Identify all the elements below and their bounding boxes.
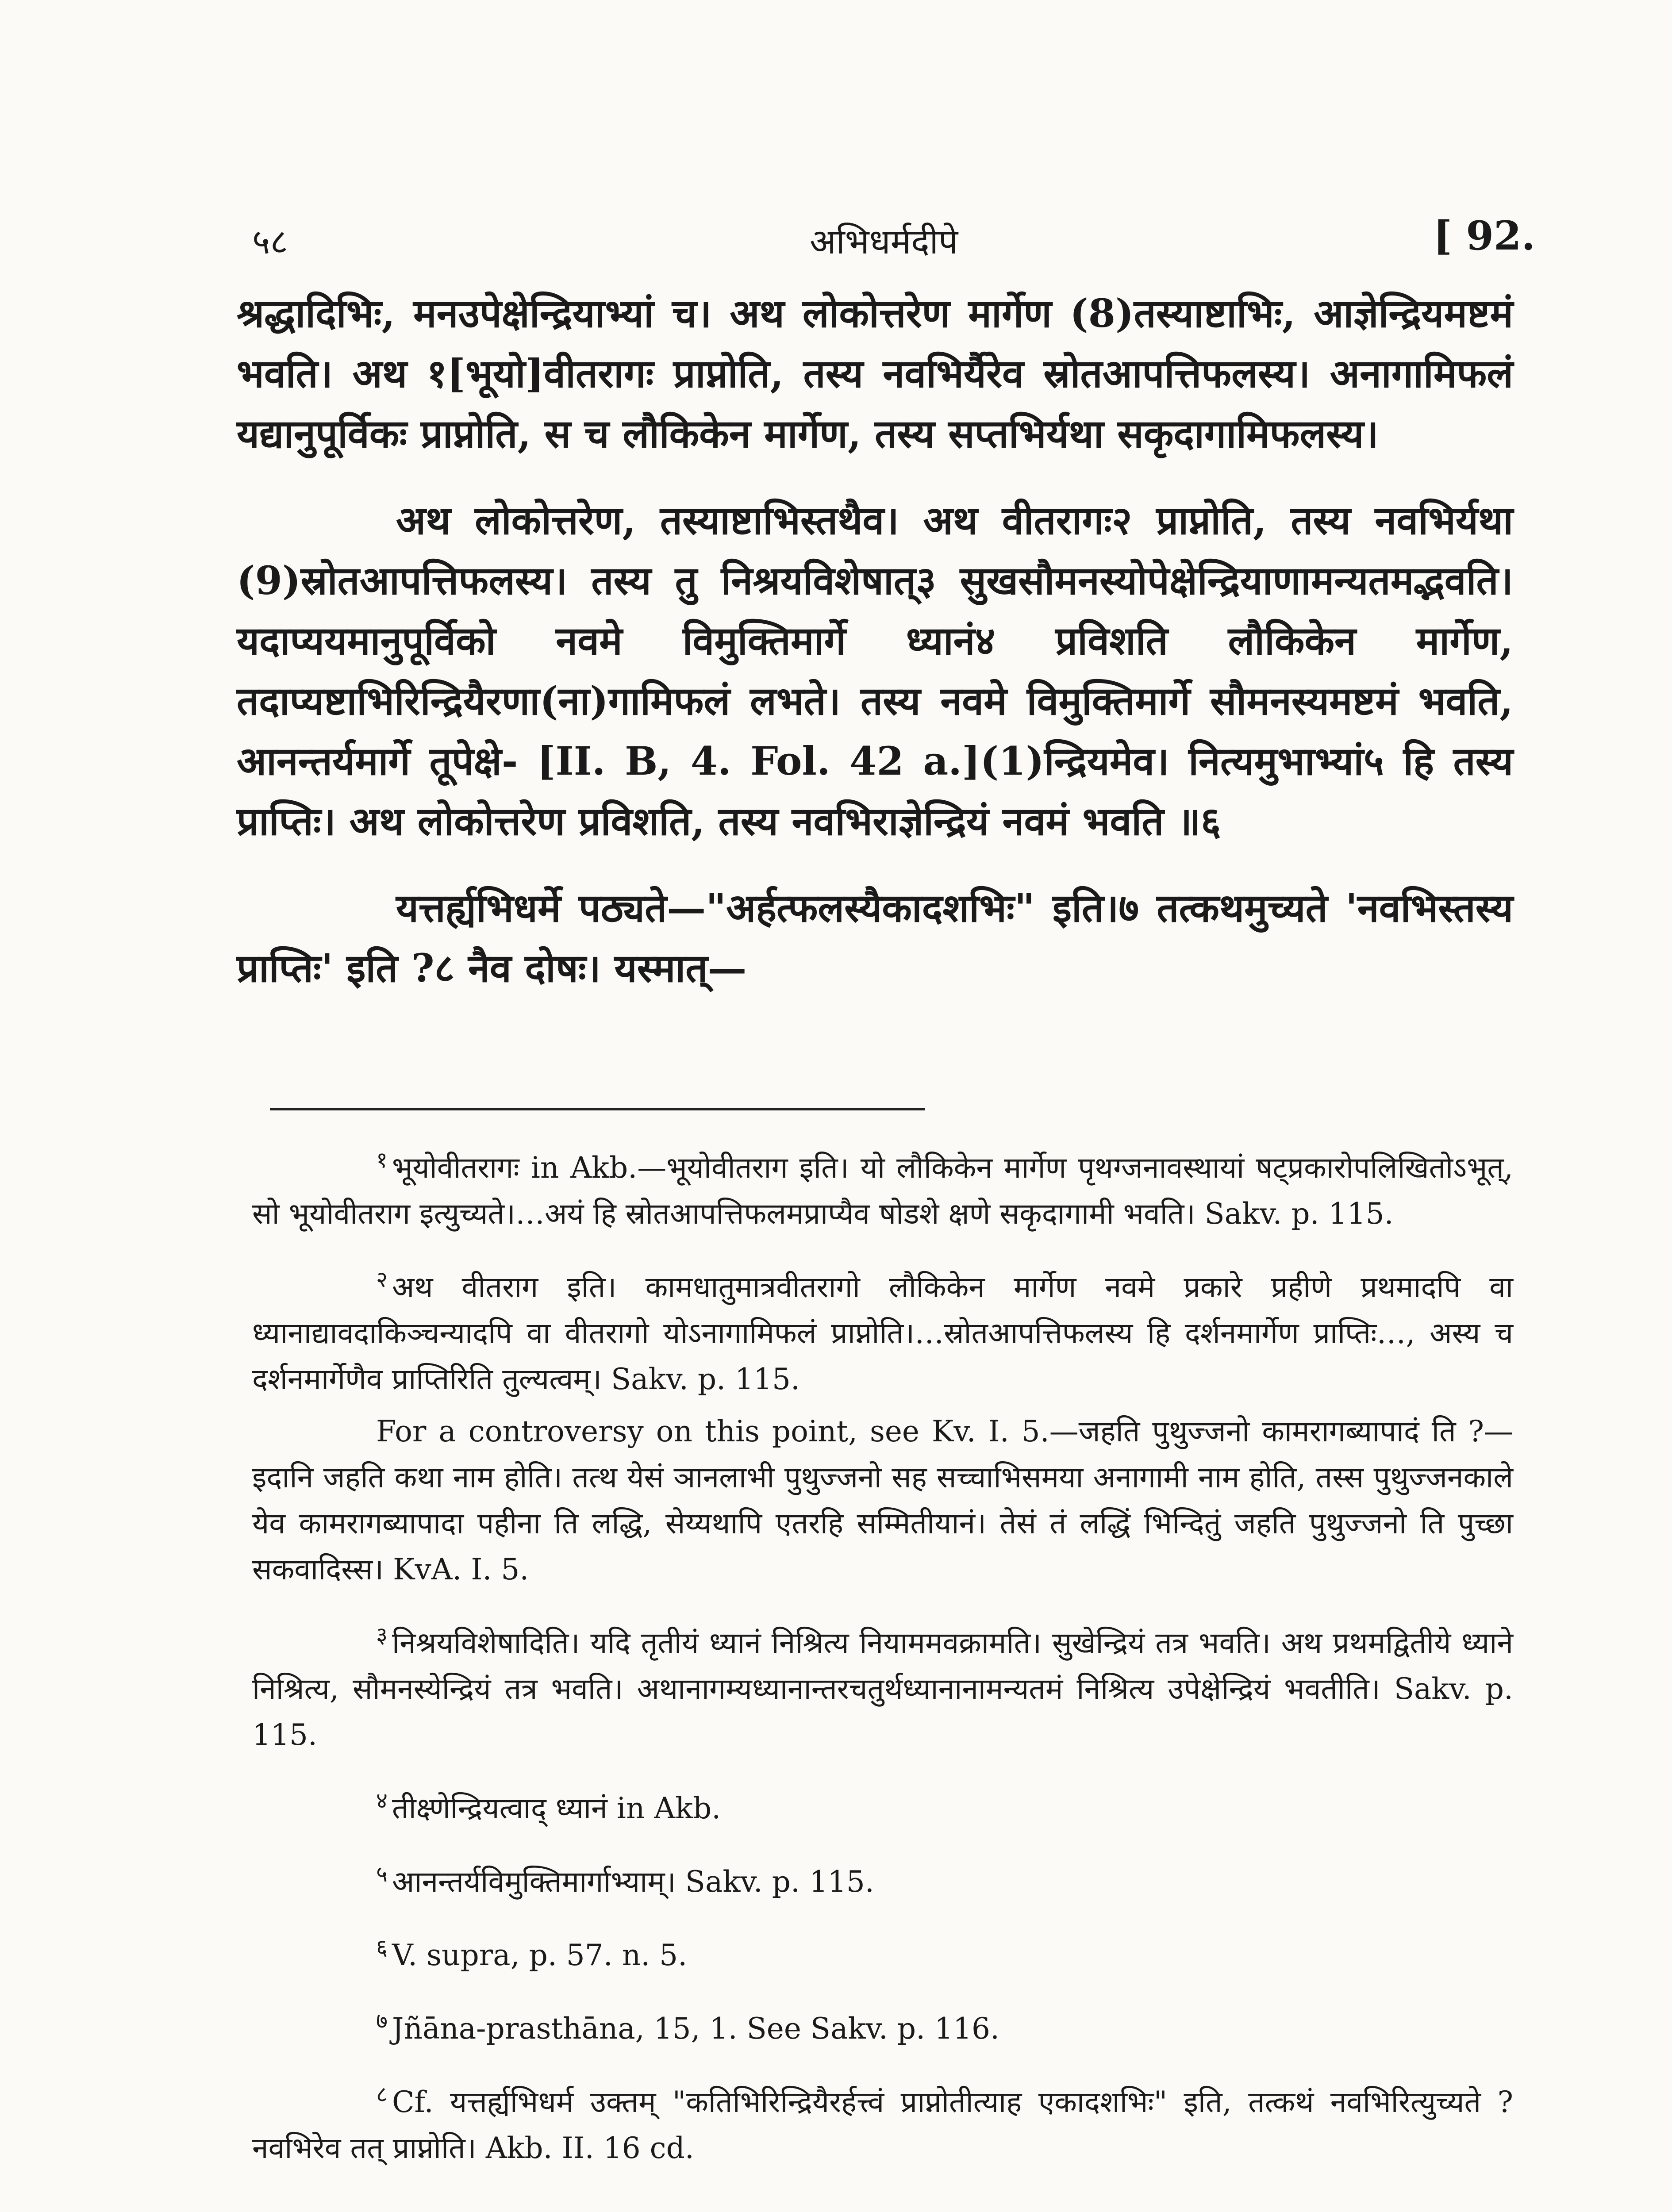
footnote-text: अथ वीतराग इति। कामधातुमात्रवीतरागो लौकिकेन मार्गेण नवमे प्रकारे प्रहीणे प्रथमादपि वा ध्यानाद्यावदाकिञ्चन्यादपि वा वीतरागो योऽनागामिफलं प्राप्नोति।…स्रोतआपत्तिफलस्य हि दर्शनमार्गेण प्राप्तिः…, अस्य च दर्शनमार्गेणैव प्राप्तिरिति तुल्यत्वम्। Sakv. p. 115. (252, 1270, 1513, 1396)
running-header (252, 212, 1535, 265)
main-text (237, 283, 1513, 998)
footnote-marker: ७ (376, 2008, 388, 2034)
footnote-text: V. supra, p. 57. n. 5. (392, 1938, 688, 1972)
footnote-divider (270, 1108, 925, 1110)
footnote-2 (252, 1256, 1513, 1402)
footnote-marker: १ (376, 1147, 388, 1173)
footnote-5 (252, 1851, 1513, 1905)
footnote-marker: ३ (376, 1622, 388, 1648)
footnote-marker: ४ (376, 1788, 388, 1813)
main-paragraph-2: अथ लोकोत्तरेण, तस्याष्टाभिस्तथैव। अथ वीतरागः२ प्राप्नोति, तस्य नवभिर्यथा (9)स्रोतआपत्तिफलस्य। तस्य तु निश्रयविशेषात्३ सुखसौमनस्योपेक्षेन्द्रियाणामन्यतमद्भवति। यदाप्ययमानुपूर्विको नवमे विमुक्तिमार्गे ध्यानं४ प्रविशति लौकिकेन मार्गेण, तदाप्यष्टाभिरिन्द्रियैरणा(ना)गामिफलं लभते। तस्य नवमे विमुक्तिमार्गे सौमनस्यमष्टमं भवति, आनन्तर्यमार्गे तूपेक्षे- [II. B, 4. Fol. 42 a.](1)न्द्रियमेव। नित्यमुभाभ्यां५ हि तस्य प्राप्तिः। अथ लोकोत्तरेण प्रविशति, तस्य नवभिराज्ञेन्द्रियं नवमं भवति ॥६ (237, 497, 1513, 844)
footnote-7 (252, 1998, 1513, 2052)
page-number: ५८ (252, 222, 288, 262)
footnote-marker: ५ (376, 1861, 388, 1887)
footnote-marker: २ (376, 1267, 388, 1292)
footnote-text: आनन्तर्यविमुक्तिमार्गाभ्याम्। Sakv. p. 115. (392, 1865, 874, 1899)
running-title: अभिधर्मदीपे (810, 222, 958, 262)
main-paragraph-3: यत्तर्ह्यभिधर्मे पठ्यते—"अर्हत्फलस्यैकादशभिः" इति।७ तत्कथमुच्यते 'नवभिस्तस्य प्राप्तिः' इति ?८ नैव दोषः। यस्मात्— (237, 885, 1513, 991)
verse-reference: [ 92. (1433, 212, 1535, 259)
footnote-text: निश्रयविशेषादिति। यदि तृतीयं ध्यानं निश्रित्य नियाममवक्रामति। सुखेन्द्रियं तत्र भवति। अथ प्रथमद्वितीये ध्याने निश्रित्य, सौमनस्येन्द्रियं तत्र भवति। अथानागम्यध्यानान्तरचतुर्थध्यानानामन्यतमं निश्रित्य उपेक्षेन्द्रियं भवतीति। Sakv. p. 115. (252, 1626, 1513, 1752)
footnote-marker: ८ (376, 2081, 388, 2107)
footnote-2-continuation: For a controversy on this point, see Kv. I. 5.—जहति पुथुज्जनो कामरागब्यापादं ति ?—इदानि जहति कथा नाम होति। तत्थ येसं ञानलाभी पुथुज्जनो सह सच्चाभिसमया अनागामी नाम होति, तस्स पुथुज्जनकाले येव कामरागब्यापादा पहीना ति लद्धि, सेय्यथापि एतरहि सम्मितीयानं। तेसं तं लद्धिं भिन्दितुं जहति पुथुज्जनो ति पुच्छा सकवादिस्स। KvA. I. 5. (252, 1414, 1513, 1586)
footnote-marker: ६ (376, 1935, 388, 1960)
main-paragraph-1: श्रद्धादिभिः, मनउपेक्षेन्द्रियाभ्यां च। अथ लोकोत्तरेण मार्गेण (8)तस्याष्टाभिः, आज्ञेन्द्रियमष्टमं भवति। अथ १[भूयो]वीतरागः प्राप्नोति, तस्य नवभिर्यैरेव स्रोतआपत्तिफलस्य। अनागामिफलं यद्यानुपूर्विकः प्राप्नोति, स च लौकिकेन मार्गेण, तस्य सप्तभिर्यथा सकृदागामिफलस्य। (237, 290, 1513, 457)
footnote-text: Cf. यत्तर्ह्यभिधर्म उक्तम् "कतिभिरिन्द्रियैरर्हत्त्वं प्राप्नोतीत्याह एकादशभिः" इति, तत्कथं नवभिरित्युच्यते ? नवभिरेव तत् प्राप्नोति। Akb. II. 16 cd. (252, 2085, 1513, 2165)
footnote-4 (252, 1778, 1513, 1832)
footnote-text: Jñāna-prasthāna, 15, 1. See Sakv. p. 116. (392, 2012, 1000, 2046)
footnote-8 (252, 2071, 1513, 2171)
footnote-text: भूयोवीतरागः in Akb.—भूयोवीतराग इति। यो लौकिकेन मार्गेण पृथग्जनावस्थायां षट्प्रकारोपलिखितोऽभूत्, सो भूयोवीतराग इत्युच्यते।…अयं हि स्रोतआपत्तिफलमप्राप्यैव षोडशे क्षणे सकृदागामी भवति। Sakv. p. 115. (252, 1151, 1513, 1231)
footnote-3 (252, 1612, 1513, 1758)
footnote-text: तीक्ष्णेन्द्रियत्वाद् ध्यानं in Akb. (392, 1791, 721, 1825)
footnote-6 (252, 1924, 1513, 1978)
footnotes (252, 1137, 1513, 2171)
footnote-1 (252, 1137, 1513, 1237)
